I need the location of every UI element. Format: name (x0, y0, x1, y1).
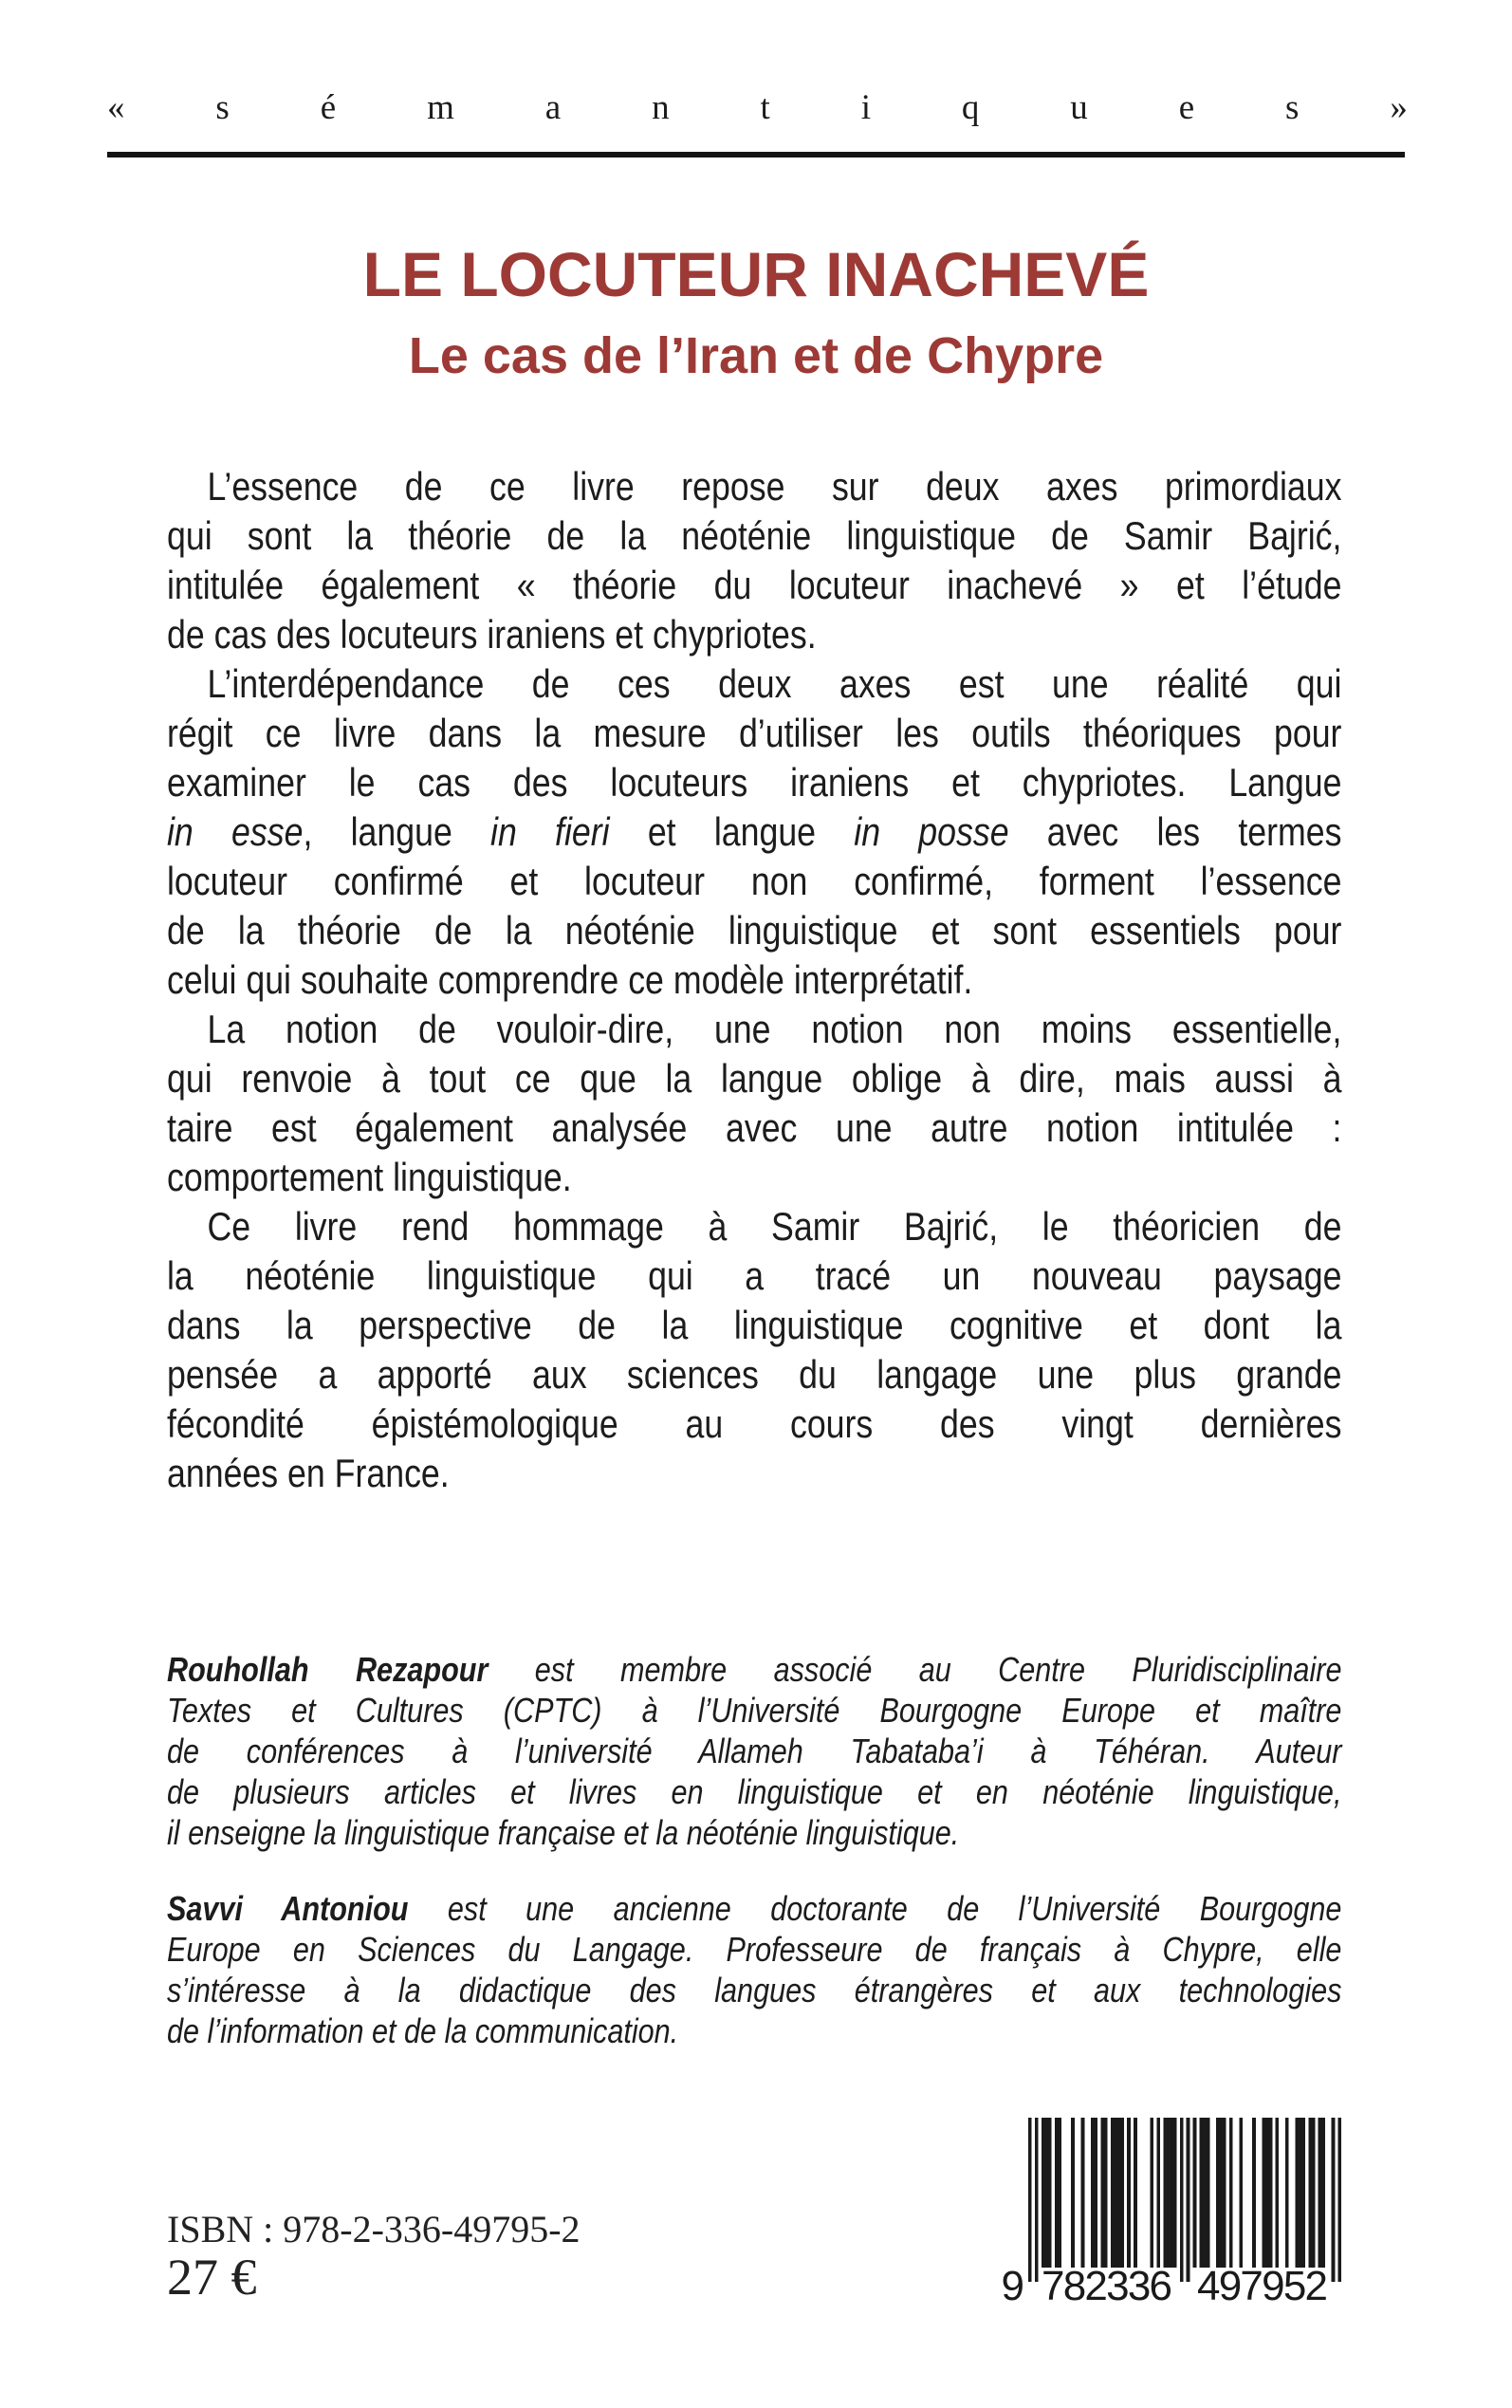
text-run: avec les termes (1008, 809, 1342, 854)
barcode-bar (1308, 2118, 1315, 2268)
text-run: de plusieurs articles et livres en linguistique et en néoténie linguistique, (167, 1772, 1342, 1811)
barcode-digit-first: 9 (1002, 2263, 1024, 2304)
text-line (167, 955, 1341, 1005)
text-run: intitulée également « théorie du locuteur inachevé » et l’étude (167, 563, 1342, 607)
barcode-bar (1285, 2118, 1289, 2268)
barcode-bar (1239, 2118, 1243, 2268)
text-line (167, 1771, 1341, 1812)
ean13-barcode (1002, 2118, 1347, 2304)
isbn-text: ISBN : 978-2-336-49795-2 (167, 2208, 581, 2251)
text-run: examiner le cas des locuteurs iraniens et chypriotes. Langue (167, 760, 1342, 805)
back-cover-synopsis (167, 462, 1341, 1498)
text-line (167, 1812, 1341, 1853)
barcode-digits-group2: 497952 (1197, 2263, 1328, 2304)
text-run: Ce livre rend hommage à Samir Bajrić, le théoricien de (207, 1204, 1342, 1249)
text-run: Europe en Sciences du Langage. Professeure de français à Chypre, elle (167, 1930, 1342, 1969)
book-subtitle: Le cas de l’Iran et de Chypre (408, 327, 1104, 384)
collection-letter: m (427, 88, 454, 127)
text-run: comportement linguistique. (167, 1155, 572, 1199)
text-run: Savvi Antoniou (167, 1889, 409, 1928)
header-divider-rule (107, 152, 1405, 157)
text-run: régit ce livre dans la mesure d’utiliser les outils théoriques pour (167, 711, 1342, 755)
text-run: de cas des locuteurs iraniens et chypriotes. (167, 612, 817, 657)
author-bio (167, 1888, 1341, 2051)
text-line (167, 511, 1341, 561)
text-run: et langue (609, 809, 855, 854)
collection-letter: q (961, 88, 980, 127)
text-run: dans la perspective de la linguistique cognitive et dont la (167, 1303, 1342, 1347)
barcode-bar (1276, 2118, 1280, 2268)
collection-letter: i (860, 88, 871, 127)
collection-letter: « (107, 88, 125, 127)
barcode-bar (1252, 2118, 1256, 2268)
text-run: taire est également analysée avec une autre notion intitulée : (167, 1105, 1342, 1150)
paragraph (167, 1005, 1341, 1202)
text-run: s’intéresse à la didactique des langues étrangères et aux technologies (167, 1971, 1342, 2010)
text-line (167, 1929, 1341, 1970)
text-run: de la théorie de la néoténie linguistique et sont essentiels pour (167, 908, 1342, 953)
author-biographies (167, 1649, 1341, 2086)
collection-letter: t (760, 88, 770, 127)
text-run: de conférences à l’université Allameh Tabataba’i à Téhéran. Auteur (167, 1732, 1342, 1770)
text-line (167, 1005, 1341, 1054)
barcode-bar (1216, 2118, 1226, 2268)
barcode-bar (1134, 2118, 1137, 2268)
text-line (167, 857, 1341, 906)
text-run: L’essence de ce livre repose sur deux axes primordiaux (207, 464, 1342, 509)
collection-letter: u (1070, 88, 1088, 127)
text-line (167, 1153, 1341, 1202)
text-line (167, 1350, 1341, 1399)
text-run: qui sont la théorie de la néoténie linguistique de Samir Bajrić, (167, 513, 1342, 558)
collection-letter: a (544, 88, 562, 127)
text-run: Textes et Cultures (CPTC) à l’Université Bourgogne Europe et maître (167, 1691, 1342, 1730)
barcode-bar (1295, 2118, 1305, 2268)
barcode-bar (1200, 2118, 1210, 2268)
text-run: il enseigne la linguistique française et la néoténie linguistique. (167, 1813, 960, 1852)
barcode-bar (1263, 2118, 1273, 2268)
collection-letter: n (652, 88, 670, 127)
barcode-bar (1180, 2118, 1184, 2282)
barcode-bars (1028, 2118, 1341, 2282)
barcode-bar (1332, 2118, 1336, 2282)
text-line (167, 1690, 1341, 1731)
text-run: pensée a apporté aux sciences du langage une plus grande (167, 1352, 1342, 1397)
text-line (167, 659, 1341, 709)
barcode-bar (1163, 2118, 1176, 2268)
barcode-bar (1318, 2118, 1325, 2268)
text-line (167, 1399, 1341, 1449)
barcode-bar (1100, 2118, 1107, 2268)
collection-letter: s (215, 88, 230, 127)
text-run: in posse (854, 809, 1009, 854)
barcode-bar (1028, 2118, 1032, 2282)
text-run: est membre associé au Centre Pluridisciplinaire (488, 1650, 1342, 1689)
collection-name (107, 89, 1408, 128)
text-line (167, 1301, 1341, 1350)
barcode-bar (1127, 2118, 1131, 2268)
barcode-digits-group1: 782336 (1042, 2263, 1172, 2304)
author-bio (167, 1649, 1341, 1853)
text-line (167, 1649, 1341, 1690)
text-run: qui renvoie à tout ce que la langue oblige à dire, mais aussi à (167, 1056, 1342, 1101)
text-run: celui qui souhaite comprendre ce modèle interprétatif. (167, 957, 973, 1002)
text-line (167, 807, 1341, 857)
barcode-bar (1035, 2118, 1039, 2282)
collection-letter: e (1178, 88, 1195, 127)
text-line (167, 758, 1341, 807)
text-run: Rouhollah Rezapour (167, 1650, 489, 1689)
paragraph (167, 462, 1341, 659)
text-line (167, 561, 1341, 610)
paragraph (167, 659, 1341, 1005)
barcode-bar (1071, 2118, 1075, 2268)
text-line (167, 709, 1341, 758)
barcode-bar (1042, 2118, 1052, 2268)
text-line (167, 1202, 1341, 1251)
barcode-bar (1338, 2118, 1342, 2282)
text-line (167, 1449, 1341, 1498)
barcode-bar (1081, 2118, 1085, 2268)
barcode-bar (1187, 2118, 1190, 2282)
text-run: la néoténie linguistique qui a tracé un nouveau paysage (167, 1253, 1342, 1298)
barcode-bar (1193, 2118, 1197, 2268)
text-run: in fieri (490, 809, 610, 854)
text-line (167, 610, 1341, 659)
text-line (167, 2010, 1341, 2051)
paragraph (167, 1202, 1341, 1498)
text-line (167, 1251, 1341, 1301)
collection-letter: s (1285, 88, 1300, 127)
collection-letter: » (1390, 88, 1408, 127)
barcode-bar (1091, 2118, 1097, 2268)
collection-letter: é (320, 88, 337, 127)
text-line (167, 1731, 1341, 1771)
text-run: L’interdépendance de ces deux axes est une réalité qui (207, 661, 1342, 706)
text-line (167, 462, 1341, 511)
barcode-bar (1229, 2118, 1233, 2268)
text-run: in esse (167, 809, 304, 854)
text-line (167, 906, 1341, 955)
price-text: 27 € (167, 2249, 257, 2306)
text-run: de l’information et de la communication. (167, 2011, 679, 2050)
barcode-bar (1156, 2118, 1160, 2268)
text-line (167, 1103, 1341, 1153)
barcode-bar (1055, 2118, 1061, 2268)
text-run: La notion de vouloir-dire, une notion non moins essentielle, (207, 1007, 1342, 1051)
text-line (167, 1970, 1341, 2010)
text-run: années en France. (167, 1451, 450, 1495)
text-run: est une ancienne doctorante de l’Université Bourgogne (408, 1889, 1342, 1928)
barcode-bar (1151, 2118, 1154, 2268)
barcode-svg (1002, 2118, 1347, 2304)
barcode-bar (1111, 2118, 1124, 2268)
text-line (167, 1054, 1341, 1103)
text-run: , langue (303, 809, 491, 854)
text-run: fécondité épistémologique au cours des vingt dernières (167, 1401, 1342, 1446)
text-run: locuteur confirmé et locuteur non confirmé, forment l’essence (167, 859, 1342, 903)
book-title: LE LOCUTEUR INACHEVÉ (362, 239, 1150, 309)
text-line (167, 1888, 1341, 1929)
